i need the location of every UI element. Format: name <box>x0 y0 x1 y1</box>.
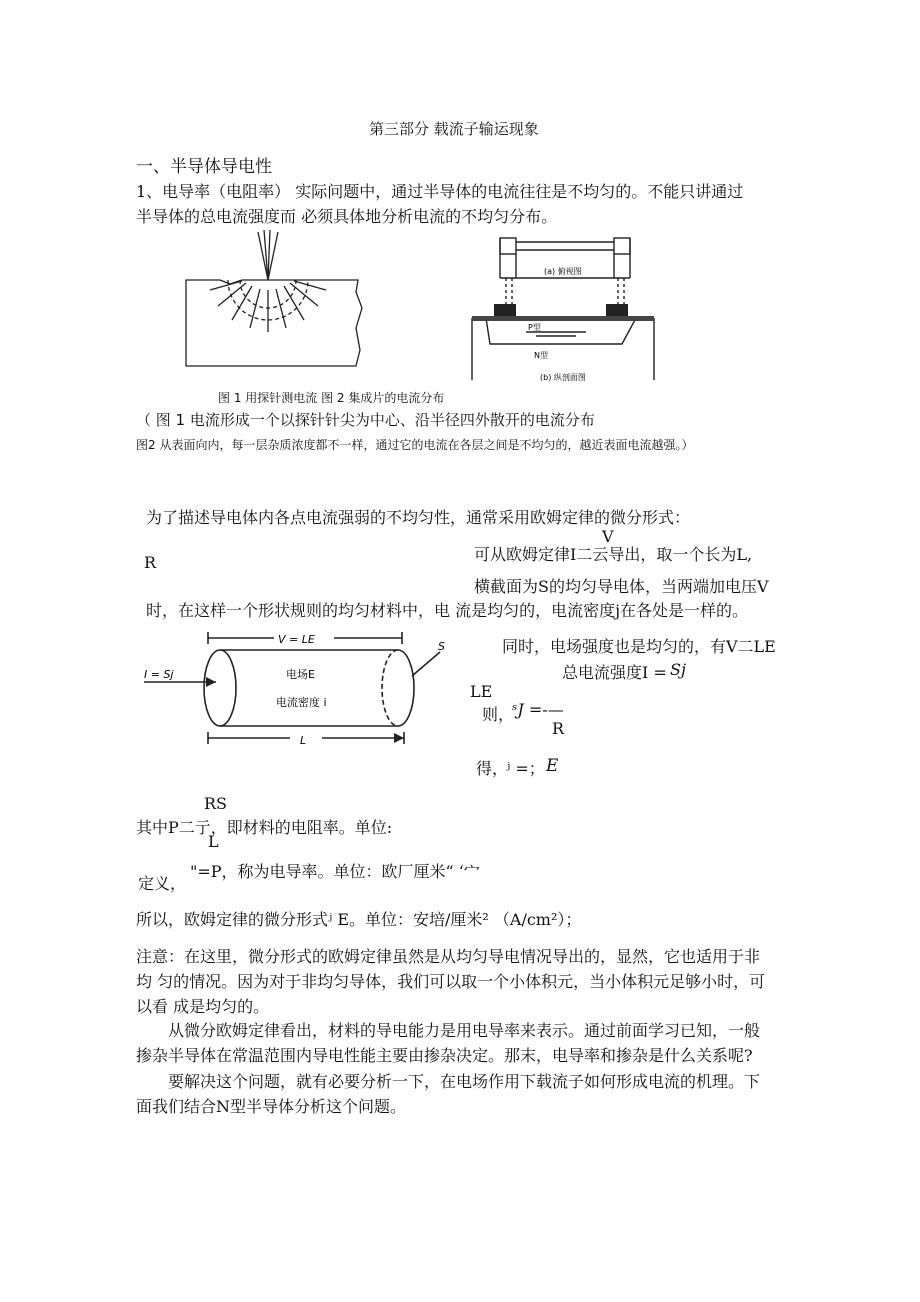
paragraph-line: "=P，称为电导率。单位：欧厂厘米“ ‘宀 <box>190 862 480 881</box>
paragraph-line: 半导体的总电流强度而 必须具体地分析电流的不均匀分布。 <box>136 207 558 226</box>
paragraph-line: 其中P二亍，即材料的电阻率。单位: <box>136 818 393 837</box>
paragraph-line: 1、电导率（电阻率） 实际问题中，通过半导体的电流往往是不均匀的。不能只讲通过 <box>136 182 744 201</box>
paragraph-line: 同时，电场强度也是均匀的，有V二LE <box>502 637 776 656</box>
paragraph-line: 均 匀的情况。因为对于非均匀导体，我们可以取一个小体积元，当小体积元足够小时，可 <box>136 972 766 991</box>
figure-note: （ 图 1 电流形成一个以探针针尖为中心、沿半径四外散开的电流分布 <box>136 411 595 429</box>
cyl-length-label: L <box>300 734 307 747</box>
fig2-bottom-label: (b) 纵剖面图 <box>540 373 586 382</box>
cyl-current-label: I = Sj <box>144 668 174 681</box>
formula-fragment: ʲ =； <box>506 759 545 778</box>
figure-note: 图2 从表面向内，每一层杂质浓度都不一样，通过它的电流在各层之间是不均匀的，越近表面电流越强。） <box>136 438 694 452</box>
formula-fragment: E <box>546 756 559 776</box>
formula-fragment: 得， <box>476 759 509 778</box>
paragraph-line: 注意：在这里，微分形式的欧姆定律虽然是从均匀导电情况导出的，显然，它也适用于非 <box>136 947 761 966</box>
paragraph-line: 所以，欧姆定律的微分形式ʲ E。单位：安培/厘米² （A/cm²）； <box>136 910 582 929</box>
section-heading: 一、半导体导电性 <box>136 157 272 177</box>
paragraph-line: 时，在这样一个形状规则的均匀材料中，电 流是均匀的，电流密度j在各处是一样的。 <box>146 601 749 620</box>
formula-fragment: ˢJ =-— <box>512 700 564 719</box>
page-title: 第三部分 载流子输运现象 <box>369 120 539 138</box>
paragraph-line: 以看 成是均匀的。 <box>136 997 270 1016</box>
cyl-field-label: 电场E <box>286 668 315 681</box>
cyl-voltage-label: V = LE <box>278 633 315 646</box>
paragraph-line: 横截面为S的均匀导电体，当两端加电压V <box>474 577 769 596</box>
probe-current-figure <box>180 228 370 376</box>
ic-current-figure <box>466 232 658 388</box>
formula-fragment: RS <box>204 794 228 813</box>
paragraph-line: 总电流强度I = <box>562 663 667 682</box>
paragraph-line: 为了描述导电体内各点电流强弱的不均匀性，通常采用欧姆定律的微分形式： <box>146 508 691 527</box>
fig2-top-label: (a) 俯视图 <box>544 267 582 276</box>
cyl-area-label: S <box>438 640 445 653</box>
formula-fragment: L <box>208 832 219 851</box>
paragraph-line: 面我们结合N型半导体分析这个问题。 <box>136 1097 407 1116</box>
formula-fragment: 则， <box>482 705 515 724</box>
paragraph-line: 定义， <box>138 874 187 893</box>
formula-fragment: R <box>144 553 157 572</box>
paragraph-line: 从微分欧姆定律看出，材料的导电能力是用电导率来表示。通过前面学习已知，一般 <box>168 1021 761 1040</box>
cyl-density-label: 电流密度 i <box>276 696 327 709</box>
figure-caption: 图 1 用探针测电流 图 2 集成片的电流分布 <box>218 391 445 405</box>
paragraph-line: 掺杂半导体在常温范围内导电性能主要由掺杂决定。那末，电导率和掺杂是什么关系呢? <box>136 1046 753 1065</box>
paragraph-line: 要解决这个问题，就有必要分析一下，在电场作用下载流子如何形成电流的机理。下 <box>168 1072 761 1091</box>
formula-fragment: LE <box>470 682 493 701</box>
fig2-n-label: N型 <box>534 351 548 360</box>
fig2-p-label: P型 <box>528 323 541 332</box>
formula-fragment: V <box>602 527 614 546</box>
formula-fragment: R <box>552 719 565 738</box>
paragraph-line: 可从欧姆定律I二云导出，取一个长为L, <box>474 545 753 564</box>
formula-fragment: Sj <box>670 660 686 679</box>
cylinder-figure <box>140 626 470 748</box>
